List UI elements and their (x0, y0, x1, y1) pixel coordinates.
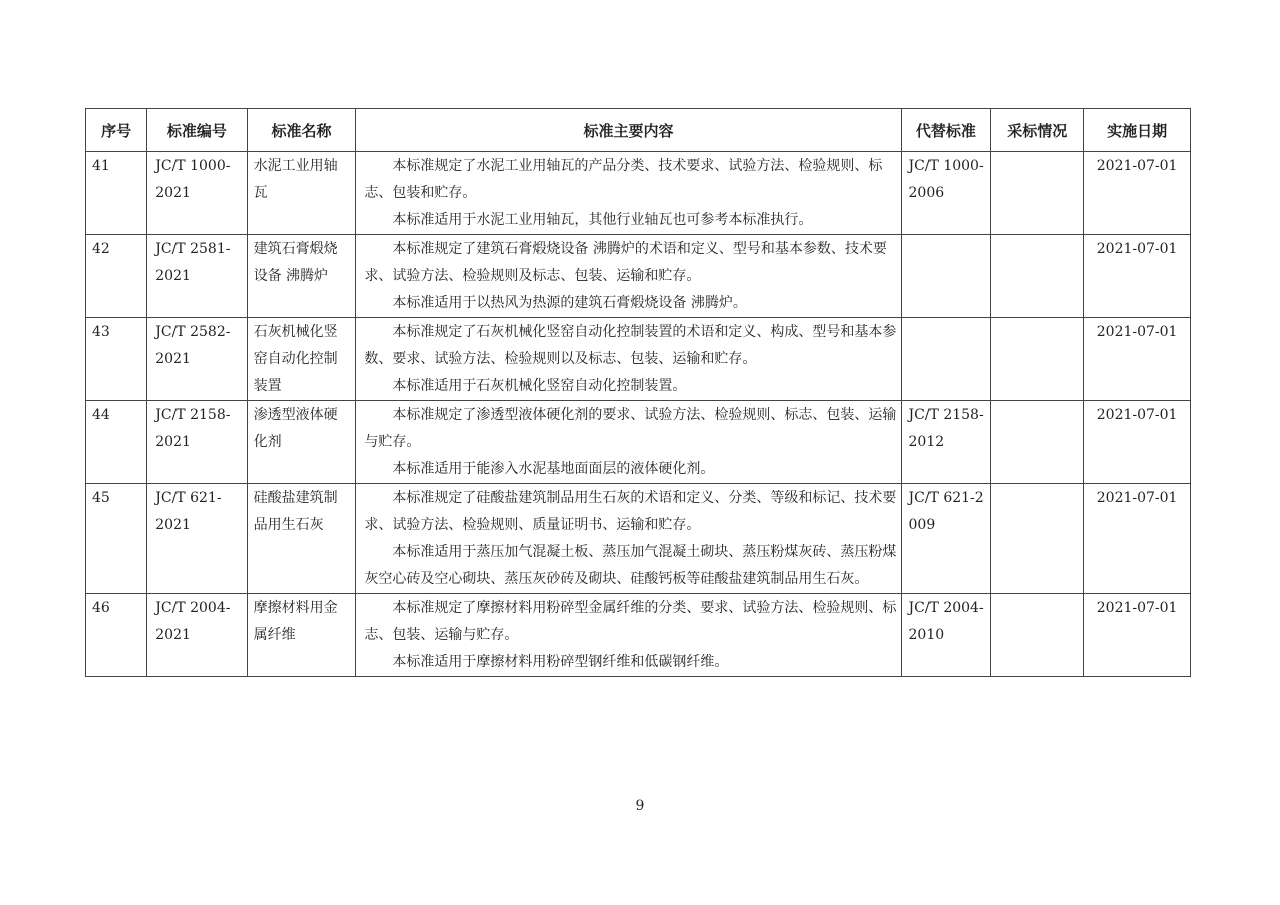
cell-no: 44 (86, 401, 147, 484)
cell-replaces (901, 235, 991, 318)
cell-no: 45 (86, 484, 147, 594)
header-content: 标准主要内容 (356, 109, 901, 152)
table-row (86, 235, 1191, 318)
cell-date: 2021-07-01 (1084, 235, 1191, 318)
cell-content (356, 235, 901, 318)
table-row (86, 594, 1191, 677)
content-paragraph: 本标准适用于石灰机械化竖窑自动化控制装置。 (392, 378, 687, 394)
cell-name: 硅酸盐建筑制品用生石灰 (247, 484, 356, 594)
header-date: 实施日期 (1084, 109, 1191, 152)
cell-name: 水泥工业用轴瓦 (247, 152, 356, 235)
cell-replaces: JC/T 2004-2010 (901, 594, 991, 677)
cell-adoption (991, 235, 1084, 318)
table-row (86, 484, 1191, 594)
header-name: 标准名称 (247, 109, 356, 152)
standards-table (85, 108, 1191, 677)
cell-date: 2021-07-01 (1084, 152, 1191, 235)
cell-code: JC/T 2582-2021 (147, 318, 247, 401)
cell-adoption (991, 594, 1084, 677)
cell-replaces: JC/T 621-2009 (901, 484, 991, 594)
cell-content (356, 318, 901, 401)
cell-no: 46 (86, 594, 147, 677)
cell-code: JC/T 2581-2021 (147, 235, 247, 318)
cell-code: JC/T 1000-2021 (147, 152, 247, 235)
header-code: 标准编号 (147, 109, 247, 152)
cell-name: 摩擦材料用金属纤维 (247, 594, 356, 677)
cell-content (356, 594, 901, 677)
cell-adoption (991, 318, 1084, 401)
content-paragraph: 本标准适用于以热风为热源的建筑石膏煅烧设备 沸腾炉。 (392, 295, 747, 311)
cell-content (356, 484, 901, 594)
table-header-row (86, 109, 1191, 152)
cell-name: 石灰机械化竖窑自动化控制装置 (247, 318, 356, 401)
cell-code: JC/T 2158-2021 (147, 401, 247, 484)
cell-name: 渗透型液体硬化剂 (247, 401, 356, 484)
cell-replaces: JC/T 1000-2006 (901, 152, 991, 235)
table-row (86, 401, 1191, 484)
cell-adoption (991, 152, 1084, 235)
cell-no: 43 (86, 318, 147, 401)
table-body (86, 152, 1191, 677)
cell-code: JC/T 2004-2021 (147, 594, 247, 677)
cell-adoption (991, 401, 1084, 484)
table-row (86, 318, 1191, 401)
cell-date: 2021-07-01 (1084, 318, 1191, 401)
content-paragraph: 本标准规定了石灰机械化竖窑自动化控制装置的术语和定义、构成、型号和基本参数、要求、试验方法、检验规则以及标志、包装、运输和贮存。 (364, 324, 897, 367)
cell-content (356, 401, 901, 484)
page-number: 9 (635, 798, 645, 814)
cell-date: 2021-07-01 (1084, 484, 1191, 594)
cell-replaces (901, 318, 991, 401)
content-paragraph: 本标准规定了渗透型液体硬化剂的要求、试验方法、检验规则、标志、包装、运输与贮存。 (364, 407, 897, 450)
cell-no: 41 (86, 152, 147, 235)
content-paragraph: 本标准适用于能渗入水泥基地面面层的液体硬化剂。 (392, 461, 715, 477)
header-no: 序号 (86, 109, 147, 152)
cell-date: 2021-07-01 (1084, 401, 1191, 484)
cell-replaces: JC/T 2158-2012 (901, 401, 991, 484)
cell-content (356, 152, 901, 235)
content-paragraph: 本标准规定了摩擦材料用粉碎型金属纤维的分类、要求、试验方法、检验规则、标志、包装、运输与贮存。 (364, 600, 897, 643)
cell-name: 建筑石膏煅烧设备 沸腾炉 (247, 235, 356, 318)
content-paragraph: 本标准规定了建筑石膏煅烧设备 沸腾炉的术语和定义、型号和基本参数、技术要求、试验方法、检验规则及标志、包装、运输和贮存。 (364, 241, 887, 284)
cell-adoption (991, 484, 1084, 594)
header-replaces: 代替标准 (901, 109, 991, 152)
cell-code: JC/T 621-2021 (147, 484, 247, 594)
content-paragraph: 本标准规定了硅酸盐建筑制品用生石灰的术语和定义、分类、等级和标记、技术要求、试验方法、检验规则、质量证明书、运输和贮存。 (364, 490, 897, 533)
cell-no: 42 (86, 235, 147, 318)
content-paragraph: 本标准规定了水泥工业用轴瓦的产品分类、技术要求、试验方法、检验规则、标志、包装和贮存。 (364, 158, 883, 201)
content-paragraph: 本标准适用于水泥工业用轴瓦，其他行业轴瓦也可参考本标准执行。 (392, 212, 813, 228)
table-row (86, 152, 1191, 235)
header-adoption: 采标情况 (991, 109, 1084, 152)
cell-date: 2021-07-01 (1084, 594, 1191, 677)
content-paragraph: 本标准适用于摩擦材料用粉碎型钢纤维和低碳钢纤维。 (392, 654, 729, 670)
content-paragraph: 本标准适用于蒸压加气混凝土板、蒸压加气混凝土砌块、蒸压粉煤灰砖、蒸压粉煤灰空心砖及空心砌块、蒸压灰砂砖及砌块、硅酸钙板等硅酸盐建筑制品用生石灰。 (364, 544, 897, 587)
